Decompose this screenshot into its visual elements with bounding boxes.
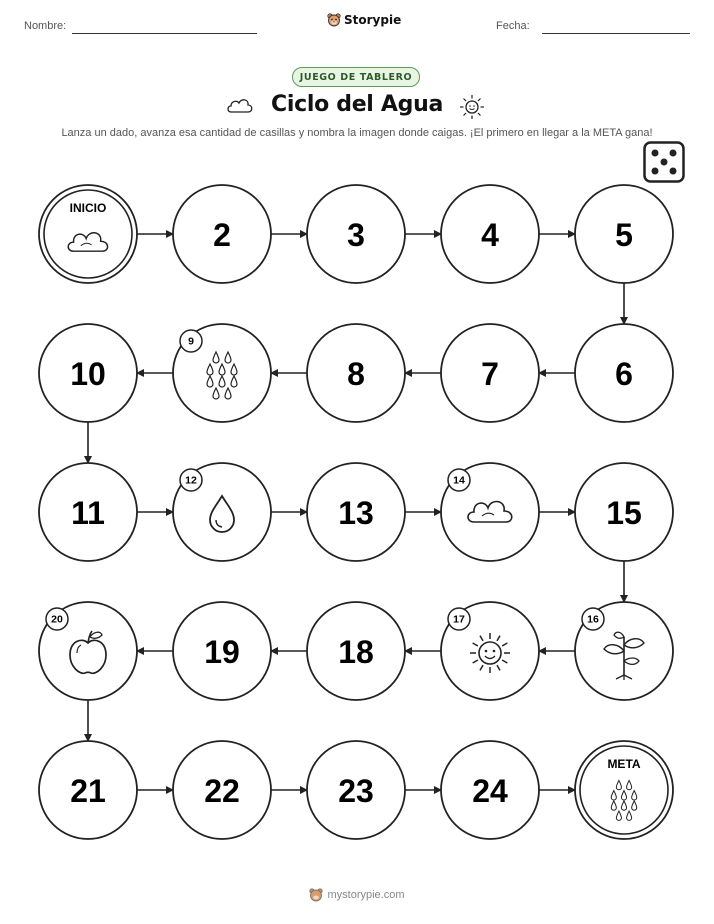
badge-number: 16 xyxy=(587,613,599,626)
board-space-4[interactable] xyxy=(441,185,539,283)
space-number-badge xyxy=(448,608,470,630)
board-space-11[interactable] xyxy=(39,463,137,561)
space-number: 3 xyxy=(347,217,365,253)
space-number-badge xyxy=(180,330,202,352)
board-space-20[interactable] xyxy=(39,602,137,700)
space-number: 19 xyxy=(204,634,240,670)
footer xyxy=(0,888,714,902)
space-number: 11 xyxy=(71,495,105,531)
space-circle xyxy=(39,185,137,283)
space-number: 5 xyxy=(615,217,633,253)
footer-bear-icon xyxy=(309,888,323,902)
board-space-7[interactable] xyxy=(441,324,539,422)
space-number: 4 xyxy=(481,217,499,253)
board-space-10[interactable] xyxy=(39,324,137,422)
name-label: Nombre: xyxy=(24,20,67,32)
badge-number: 12 xyxy=(185,474,197,487)
space-number: 22 xyxy=(204,773,240,809)
board-space-13[interactable] xyxy=(307,463,405,561)
board-space-3[interactable] xyxy=(307,185,405,283)
space-number: 18 xyxy=(338,634,374,670)
space-number: 2 xyxy=(213,217,231,253)
space-number-badge xyxy=(180,469,202,491)
footer-url: mystorypie.com xyxy=(327,889,405,901)
space-number: 13 xyxy=(338,495,374,531)
board-space-15[interactable] xyxy=(575,463,673,561)
instructions: Lanza un dado, avanza esa cantidad de casillas y nombra la imagen donde caigas. ¡El primero en llegar a la META gana! xyxy=(61,127,653,139)
board-space-12[interactable] xyxy=(173,463,271,561)
space-goal[interactable] xyxy=(575,741,673,839)
start-label: INICIO xyxy=(69,201,107,215)
space-start[interactable] xyxy=(39,185,137,283)
space-number: 6 xyxy=(615,356,633,392)
badge-number: 14 xyxy=(453,474,465,487)
board-space-23[interactable] xyxy=(307,741,405,839)
board-space-22[interactable] xyxy=(173,741,271,839)
board-space-18[interactable] xyxy=(307,602,405,700)
board-space-9[interactable] xyxy=(173,324,271,422)
badge-number: 20 xyxy=(51,613,63,626)
space-number: 21 xyxy=(70,773,106,809)
space-number-badge xyxy=(448,469,470,491)
board-space-2[interactable] xyxy=(173,185,271,283)
board-space-19[interactable] xyxy=(173,602,271,700)
space-number: 7 xyxy=(481,356,499,392)
space-number: 15 xyxy=(606,495,642,531)
board-space-8[interactable] xyxy=(307,324,405,422)
space-number-badge xyxy=(46,608,68,630)
title-text: Ciclo del Agua xyxy=(271,92,443,117)
board-space-21[interactable] xyxy=(39,741,137,839)
board-spaces xyxy=(39,185,673,839)
brand-name: Storypie xyxy=(344,13,402,27)
date-label: Fecha: xyxy=(496,20,530,32)
space-number: 23 xyxy=(338,773,374,809)
game-type-badge: JUEGO DE TABLERO xyxy=(292,67,420,87)
badge-number: 9 xyxy=(188,335,194,348)
goal-label: META xyxy=(607,757,641,771)
board-space-5[interactable] xyxy=(575,185,673,283)
board-space-14[interactable] xyxy=(441,463,539,561)
board-space-16[interactable] xyxy=(575,602,673,700)
space-number-badge xyxy=(582,608,604,630)
space-number: 10 xyxy=(70,356,106,392)
board-space-6[interactable] xyxy=(575,324,673,422)
space-number: 8 xyxy=(347,356,365,392)
board-space-24[interactable] xyxy=(441,741,539,839)
board-space-17[interactable] xyxy=(441,602,539,700)
badge-number: 17 xyxy=(453,613,465,626)
space-number: 24 xyxy=(472,773,508,809)
